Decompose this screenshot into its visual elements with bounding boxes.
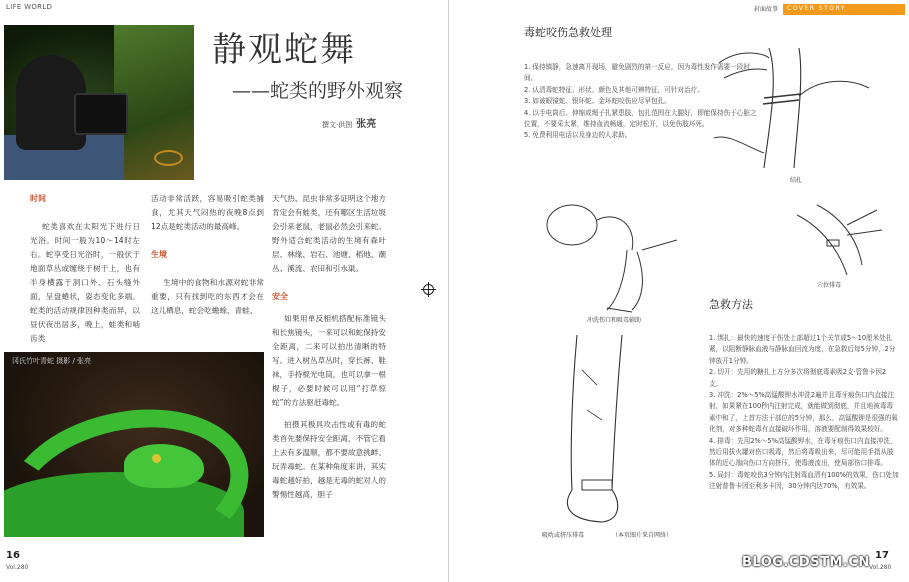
list-item: 5. 免费利用电话以及身边的人求助。: [524, 131, 632, 140]
paragraph: 生境中的食物和水源对蛇非常重要，只有找到吃的东西才会在这儿栖息，蛇会吃蟾蜍、青蛙、: [151, 278, 264, 315]
leg-illustration: [542, 330, 642, 530]
acupoint-illustration: [787, 195, 897, 285]
list-item: 2. 认清毒蛇特征、形状、颜色及其他可辨特征，可针对治疗。: [524, 85, 704, 94]
column-2: [151, 192, 264, 318]
list-item: 5. 局封：毒蛇咬伤3分钟内注射毒血清有100%的效果，伤口处加注射普鲁卡因至利多卡因，30分钟内达70%，有效果。: [709, 470, 899, 491]
heading-time: 时间: [30, 194, 46, 203]
column-1: [30, 192, 140, 346]
list-item: 4. 以手电筒后、伸缩或绳子扎紧患肢，包扎范围在大腿好，即能保持伤于心脏之位置，不要采太紧，维持血流畅通，定时松开，以免伤肢坏死。: [524, 108, 757, 129]
section-tag: LIFE WORLD: [6, 3, 53, 11]
photographer-photo: [4, 25, 194, 180]
volume: Vol.280: [869, 564, 892, 571]
byline-label: 撰文·供图: [322, 121, 353, 129]
page-number: 16: [6, 550, 20, 561]
right-page: [457, 0, 909, 582]
figure-caption-leg: 吸吮或挤压排毒: [542, 532, 585, 539]
small-snake: [154, 150, 183, 166]
list-item: 3. 冲洗：2%～5%高锰酸钾水冲洗2遍并且毒牙痕伤口内直接注射，如果紧在100秒内注射完成，就能做到彻底，并且地被毒毒素中和了，上首方法于部位的5分钟，那么，高锰酸钾是很强的氧化剂，对多种蛇毒有直接破坏作用，溶液要配制得效果较好。: [709, 391, 898, 434]
paragraph: 蛇类喜欢在太阳光下进行日光浴。时间一般为10～14时左右。蛇享受日光浴时，一般伏于地面草丛或缠绕于树干上，也有半身横露于洞口外、石头缝外面，呈盘蜷状，姿态变化多端。蛇类的活动规律因种类而异，以昼伏夜出居多，晚上，蛙类和啮齿类: [30, 222, 140, 343]
registration-mark-icon: [423, 284, 434, 295]
heading-safety: 安全: [272, 292, 288, 301]
gutter: [440, 0, 457, 582]
camera-icon: [74, 93, 128, 135]
header-label: 封面故事: [754, 6, 779, 13]
byline: [322, 115, 376, 130]
methods-list: [709, 333, 899, 493]
green-snake-photo: [4, 352, 264, 537]
header-band: [783, 4, 905, 15]
figure-caption-suction: 冲洗伤口和吸毒辅助: [587, 317, 642, 324]
gutter-line: [448, 0, 449, 582]
list-item: 2. 切开：先用的糖扎上方分多次将彻底毒素吸2支·管鲁卡因2支。: [709, 368, 887, 388]
figure-caption-acupoint: 穴位排毒: [817, 282, 842, 289]
watermark: BLOG.CDSTM.CN: [742, 555, 870, 570]
photo-caption: 冈氏竹叶青蛇 摄影 / 张亮: [12, 357, 92, 365]
section-title-methods: 急救方法: [709, 298, 753, 311]
column-3: [272, 192, 386, 502]
page-number: 17: [875, 550, 889, 561]
tie-illustration: [709, 38, 879, 173]
paragraph: 天气热、昆虫非常多证明这个地方肯定会有蛙类，还有哪区生活垃圾会引来老鼠，老鼠必然会引来蛇。野外适合蛇类活动的生境有森叶层、林缘、岩石、池塘、稻地、潮丛、溪流、农田和引水渠。: [272, 194, 386, 273]
figure-source: （本页图片来自网络）: [612, 532, 673, 539]
section-title-first-aid: 毒蛇咬伤急救处理: [524, 26, 612, 39]
byline-name: 张亮: [356, 119, 377, 130]
figure-caption-tie: 结扎: [790, 177, 803, 184]
snake-eye: [152, 454, 161, 463]
snake-head: [124, 444, 204, 488]
paragraph: 拍摄其极具攻击性或有毒的蛇类首先要保持安全距离，不管它看上去有多温顺，都不要故意挑衅、玩弄毒蛇。在某种角度来讲，其实毒蛇越好拍，越是无毒的蛇对人的警惕性越高，胆子: [272, 420, 386, 499]
heading-habitat: 生境: [151, 250, 167, 259]
left-page: [0, 0, 440, 582]
list-item: 1. 绑扎：最快的速度于伤处上部超过1个关节或5～10厘米处扎紧，以阻断静脉血液与静脉血回流为度，在急救后每5分钟，2分钟放开1分钟。: [709, 334, 896, 365]
header-band-text: COVER STORY: [787, 5, 846, 12]
list-item: 4. 排毒：先用2%～5%高锰酸钾水，在毒牙痕伤口内直接冲洗，然后用拔火罐对伤口吸毒，然后将毒吸出来，尽可能用手指从肢体的近心端向伤口方向挤压，使毒液流出，使局部伤口排毒。: [709, 436, 897, 468]
paragraph: 如果用单反相机搭配标准镜头和长焦镜头，一来可以和蛇保持安全距离，二来可以拍出清晰的特写。进入树丛草丛时，穿长裤、鞋袜，手持棍光电筒，也可以拿一根棍子，必要时候可以用“打草惊蛇”的方法驱赶毒蛇。: [272, 314, 386, 407]
list-item: 3. 如被眼镜蛇、银环蛇、金环蛇咬伤应尽早包扎。: [524, 97, 671, 106]
article-subtitle: ——蛇类的野外观察: [232, 80, 404, 102]
paragraph: 活动非常活跃，容易吸引蛇类捕食，尤其天气闷热的夜晚8点到12点是蛇类活动的最高峰。: [151, 194, 264, 231]
suction-illustration: [537, 180, 687, 315]
list-item: 1. 保持镇静，急速离开现场，避免剧烈的第一反应，因为毒性发作需要一段时间。: [524, 63, 750, 83]
article-title: 静观蛇舞: [212, 30, 356, 70]
volume: Vol.280: [6, 564, 29, 571]
